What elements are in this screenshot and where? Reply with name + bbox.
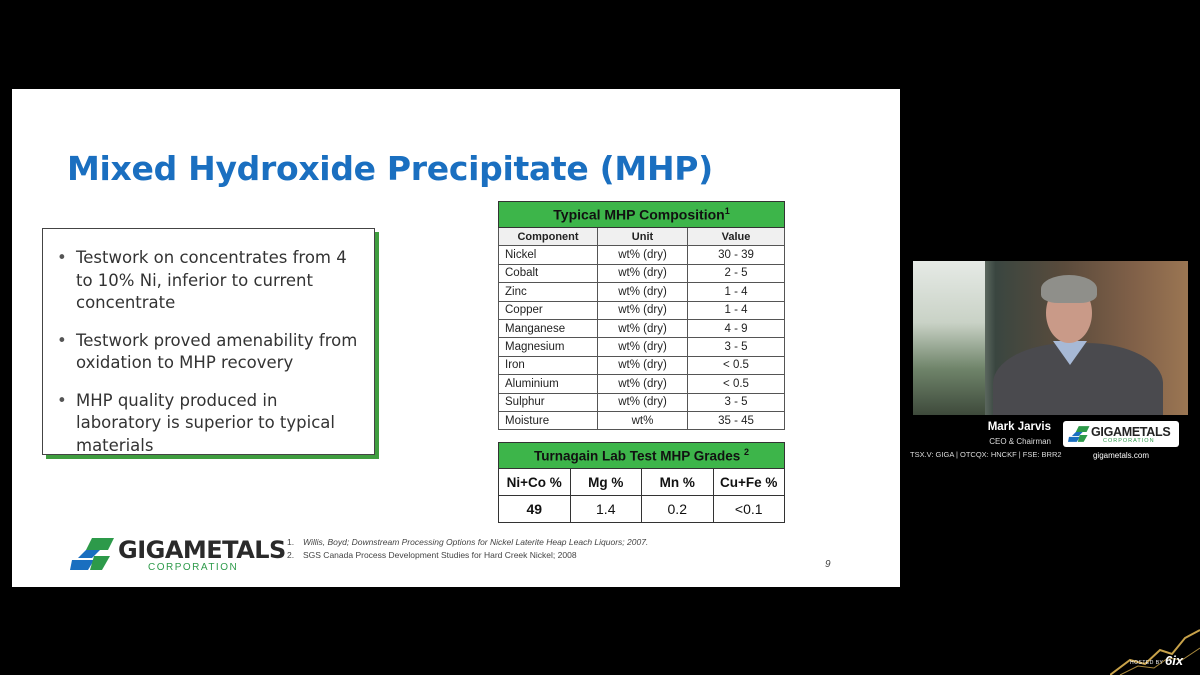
table-cell: wt% (dry) <box>598 375 688 393</box>
table-cell: wt% (dry) <box>598 338 688 356</box>
gigametals-badge-icon <box>1068 425 1090 443</box>
table-row <box>499 496 785 523</box>
table-cell: Manganese <box>499 319 598 337</box>
column-header: Ni+Co % <box>499 469 571 496</box>
table-cell: <0.1 <box>713 496 785 523</box>
bullet-item: • MHP quality produced in laboratory is superior to typical materials <box>76 390 364 458</box>
table-cell: Magnesium <box>499 338 598 356</box>
table-cell: wt% <box>598 411 688 429</box>
slide-title: Mixed Hydroxide Precipitate (MHP) <box>67 149 713 188</box>
table-cell: wt% (dry) <box>598 393 688 411</box>
host-logo: 6ix <box>1165 653 1184 668</box>
table-header-row <box>499 228 785 246</box>
presenter-video <box>913 261 1188 415</box>
table-row <box>499 393 785 411</box>
table-row <box>499 411 785 429</box>
table-row <box>499 246 785 264</box>
gigametals-logo <box>70 536 286 573</box>
hosted-by-label: HOSTED BY <box>1130 660 1164 666</box>
gold-accent-decoration <box>1110 620 1200 675</box>
table-row <box>499 338 785 356</box>
table-row <box>499 375 785 393</box>
table-cell: < 0.5 <box>688 356 785 374</box>
table-row <box>499 301 785 319</box>
column-header: Mn % <box>642 469 714 496</box>
table-cell: 0.2 <box>642 496 714 523</box>
table-cell: wt% (dry) <box>598 283 688 301</box>
table-row <box>499 356 785 374</box>
table-cell: Copper <box>499 301 598 319</box>
table-header-row <box>499 469 785 496</box>
reference-item: 2. SGS Canada Process Development Studies for Hard Creek Nickel; 2008 <box>287 550 577 560</box>
table-cell: wt% (dry) <box>598 264 688 282</box>
table-cell: 3 - 5 <box>688 338 785 356</box>
bullet-item: • Testwork proved amenability from oxidation to MHP recovery <box>76 330 364 375</box>
composition-table <box>498 201 785 430</box>
table-row <box>499 264 785 282</box>
table-cell: wt% (dry) <box>598 301 688 319</box>
column-header: Component <box>499 228 598 246</box>
table-cell: 30 - 39 <box>688 246 785 264</box>
table-cell: 1 - 4 <box>688 283 785 301</box>
table-cell: Sulphur <box>499 393 598 411</box>
table-cell: 1.4 <box>570 496 642 523</box>
company-badge <box>1063 421 1179 447</box>
table-cell: Iron <box>499 356 598 374</box>
logo-subtitle: CORPORATION <box>148 562 239 573</box>
bullet-item: • Testwork on concentrates from 4 to 10% Ni, inferior to current concentrate <box>76 247 364 315</box>
company-website[interactable]: gigametals.com <box>1092 451 1150 460</box>
table-cell: Zinc <box>499 283 598 301</box>
column-header: Value <box>688 228 785 246</box>
column-header: Cu+Fe % <box>713 469 785 496</box>
grades-table <box>498 442 785 523</box>
table-cell: Aluminium <box>499 375 598 393</box>
table-cell: 35 - 45 <box>688 411 785 429</box>
grades-table-title: Turnagain Lab Test MHP Grades $^2$ <box>499 443 785 469</box>
table-cell: 3 - 5 <box>688 393 785 411</box>
references <box>287 537 648 563</box>
table-cell: Cobalt <box>499 264 598 282</box>
composition-table-title: Typical MHP Composition$^1$ <box>499 202 785 228</box>
badge-wordmark: GIGAMETALS <box>1091 425 1171 439</box>
reference-item: 1. Willis, Boyd; Downstream Processing Options for Nickel Laterite Heap Leach Liquors; 2007. <box>287 537 649 547</box>
table-cell: 2 - 5 <box>688 264 785 282</box>
page-number: 9 <box>825 559 831 570</box>
gigametals-logo-icon <box>70 536 115 572</box>
column-header: Mg % <box>570 469 642 496</box>
table-cell: wt% (dry) <box>598 319 688 337</box>
table-cell: wt% (dry) <box>598 246 688 264</box>
bullet-list <box>43 229 374 457</box>
table-row <box>499 319 785 337</box>
table-cell: 1 - 4 <box>688 301 785 319</box>
table-cell: 49 <box>499 496 571 523</box>
presenter-name: Mark Jarvis <box>987 421 1051 433</box>
table-cell: wt% (dry) <box>598 356 688 374</box>
presenter-tickers: TSX.V: GIGA | OTCQX: HNCKF | FSE: BRR2 <box>910 450 1062 459</box>
badge-subtitle: CORPORATION <box>1103 438 1155 444</box>
presentation-slide <box>12 89 900 587</box>
bullet-box <box>42 228 375 455</box>
column-header: Unit <box>598 228 688 246</box>
table-cell: Nickel <box>499 246 598 264</box>
table-cell: Moisture <box>499 411 598 429</box>
presenter-role: CEO & Chairman <box>989 437 1051 446</box>
table-row <box>499 283 785 301</box>
table-cell: 4 - 9 <box>688 319 785 337</box>
logo-wordmark: GIGAMETALS <box>118 536 286 564</box>
table-cell: < 0.5 <box>688 375 785 393</box>
